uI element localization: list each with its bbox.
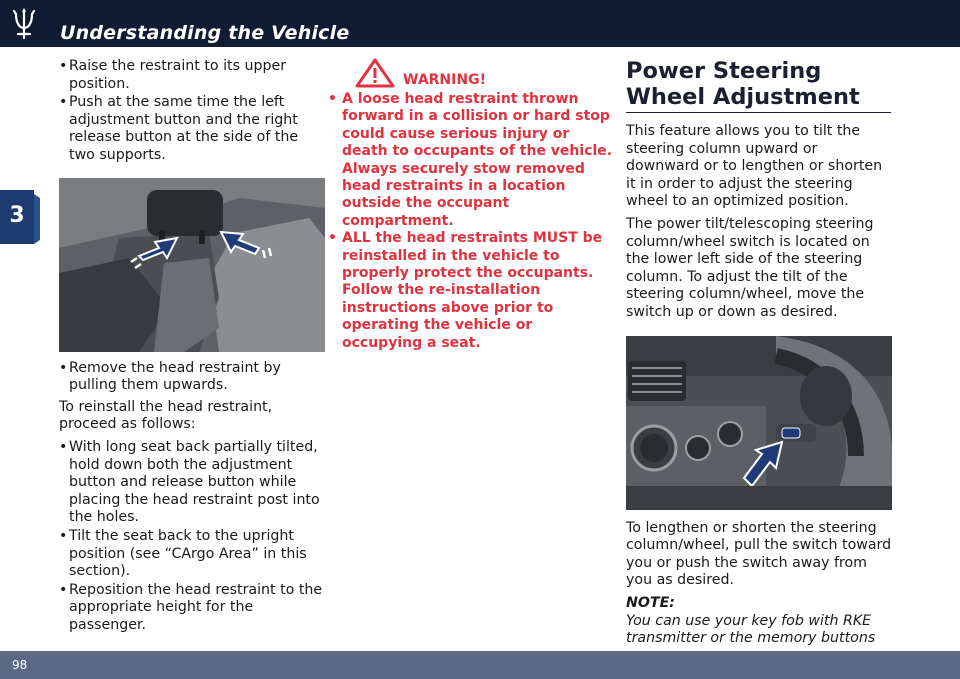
- page-footer: [0, 651, 960, 679]
- steering-column-photo: [626, 336, 892, 510]
- head-restraint-photo: [59, 178, 325, 352]
- warning-item: • A loose head restraint thrown forward in a collision or hard stop could cause serious injury or death to occupants of the vehicle. Always securely stow removed head restraints in a location outside the occupant compartment.: [328, 91, 613, 229]
- paragraph: To reinstall the head restraint, proceed as follows:: [59, 398, 273, 433]
- warning-header: [325, 58, 615, 90]
- section-title: Power Steering Wheel Adjustment: [626, 58, 860, 110]
- note-text: You can use your key fob with RKE transmitter or the memory buttons: [626, 612, 876, 647]
- left-column: [59, 58, 327, 635]
- paragraph: The power tilt/telescoping steering column/wheel switch is located on the lower left side of the steering column. To adjust the tilt of the steering column/wheel, move the switch up or down as desired.: [626, 215, 874, 320]
- page-header: [0, 0, 960, 47]
- warning-title: WARNING!: [403, 72, 486, 88]
- list-item: • With long seat back partially tilted, hold down both the adjustment button and release button while placing the head restraint post into the holes.: [59, 438, 320, 526]
- paragraph: To lengthen or shorten the steering column/wheel, pull the switch toward you or push the switch away from you as desired.: [626, 519, 892, 589]
- note-label: NOTE:: [626, 594, 675, 611]
- list-item: • Push at the same time the left adjustment button and the right release button at the side of the two supports.: [59, 94, 299, 163]
- list-item: • Reposition the head restraint to the appropriate height for the passenger.: [59, 581, 323, 633]
- warning-triangle-icon: [355, 58, 395, 88]
- paragraph: This feature allows you to tilt the steering column upward or downward or to lengthen or shorten it in order to adjust the steering wheel to an optimized position.: [626, 123, 883, 210]
- page-title: Understanding the Vehicle: [60, 22, 350, 44]
- list-item: • Remove the head restraint by pulling them upwards.: [59, 359, 281, 394]
- trident-logo-icon: [6, 6, 42, 42]
- title-divider: [626, 112, 891, 113]
- list-item: • Tilt the seat back to the upright position (see “CArgo Area” in this section).: [59, 527, 307, 580]
- chapter-number: 3: [9, 203, 25, 228]
- right-column: [626, 58, 894, 648]
- warning-box: [325, 58, 615, 352]
- chapter-tab: [0, 190, 40, 244]
- warning-item: • ALL the head restraints MUST be reinstalled in the vehicle to properly protect the occupants. Follow the re-installation instructions above prior to operating the vehicle or occupying a seat.: [328, 230, 603, 351]
- page-number: 98: [12, 658, 28, 672]
- list-item: • Raise the restraint to its upper position.: [59, 58, 287, 92]
